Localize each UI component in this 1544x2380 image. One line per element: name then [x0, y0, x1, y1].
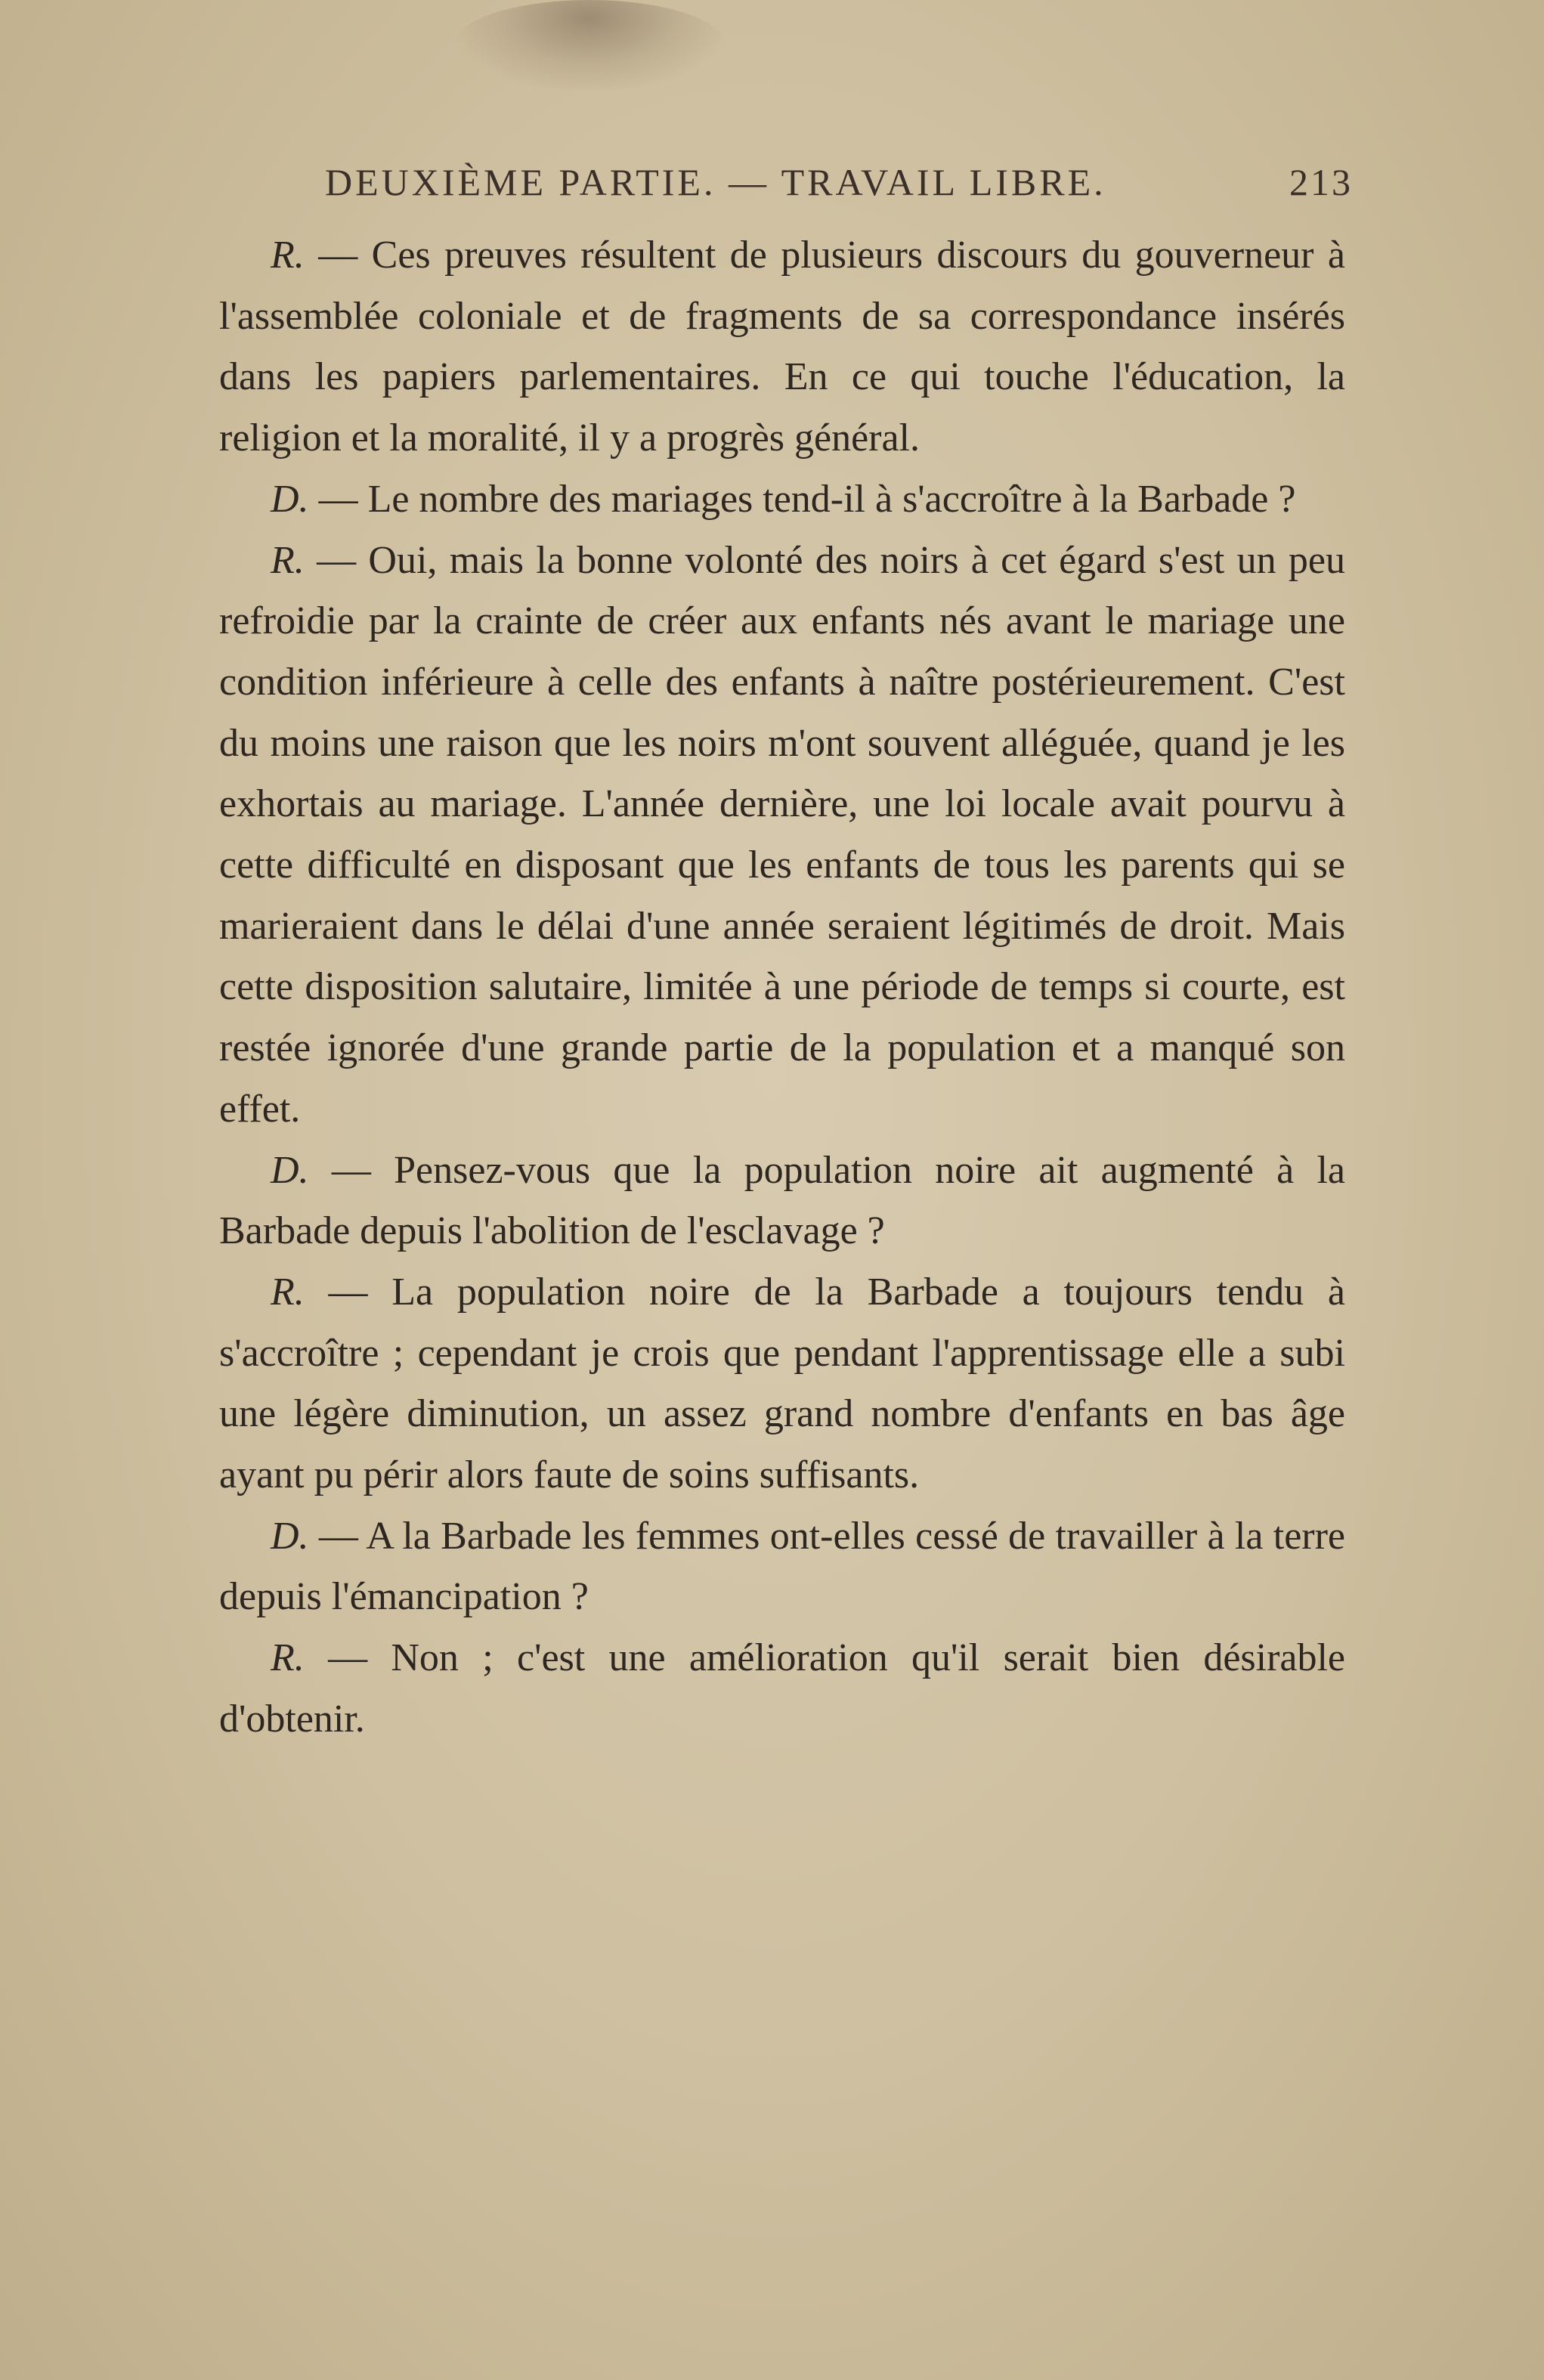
- paragraph: [219, 1262, 1345, 1506]
- running-head-title: DEUXIÈME PARTIE. — TRAVAIL LIBRE.: [325, 161, 1106, 203]
- speaker-label: D.: [271, 1514, 309, 1558]
- speaker-label: R.: [271, 1270, 305, 1314]
- speaker-label: D.: [271, 477, 309, 521]
- body-text: [219, 225, 1345, 1750]
- paragraph: [219, 1140, 1345, 1262]
- speaker-label: R.: [271, 538, 305, 582]
- page-number: 213: [1289, 161, 1353, 203]
- paragraph-text: — Pensez-vous que la population noire ait augmenté à la Barbade depuis l'abolition de l'esclavage ?: [219, 1148, 1345, 1253]
- paragraph-text: — Non ; c'est une amélioration qu'il serait bien désirable d'obtenir.: [219, 1636, 1345, 1741]
- paragraph: [219, 469, 1345, 531]
- paragraph-text: — Le nombre des mariages tend-il à s'accroître à la Barbade ?: [308, 477, 1296, 521]
- speaker-label: R.: [271, 234, 305, 277]
- paragraph: [219, 1506, 1345, 1628]
- paragraph: [219, 225, 1345, 469]
- paragraph-text: — Oui, mais la bonne volonté des noirs à cet égard s'est un peu refroidie par la crainte de créer aux enfants nés avant le mariage une condition inférieure à celle des enfants à naître postérieurement. C'est du moins une raison que les noirs m'ont souvent alléguée, quand je les exhortais au mariage. L'année dernière, une loi locale avait pourvu à cette difficulté en disposant que les enfants de tous les parents qui se marieraient dans le délai d'une année seraient légitimés de droit. Mais cette disposition salutaire, limitée à une période de temps si courte, est restée ignorée d'une grande partie de la population et a manqué son effet.: [219, 538, 1345, 1131]
- paper-stain: [453, 0, 726, 91]
- paragraph: [219, 1628, 1345, 1750]
- paragraph-text: — A la Barbade les femmes ont-elles cessé de travailler à la terre depuis l'émancipation ?: [219, 1514, 1345, 1619]
- paragraph: [219, 531, 1345, 1140]
- paragraph-text: — Ces preuves résultent de plusieurs discours du gouverneur à l'assemblée coloniale et de fragments de sa correspondance insérés dans les papiers parlementaires. En ce qui touche l'éducation, la religion et la moralité, il y a progrès général.: [219, 234, 1345, 460]
- speaker-label: R.: [271, 1636, 305, 1680]
- speaker-label: D.: [271, 1148, 309, 1192]
- paragraph-text: — La population noire de la Barbade a toujours tendu à s'accroître ; cependant je crois que pendant l'apprentissage elle a subi une légère diminution, un assez grand nombre d'enfants en bas âge ayant pu périr alors faute de soins suffisants.: [219, 1270, 1345, 1497]
- running-head: [219, 160, 1353, 213]
